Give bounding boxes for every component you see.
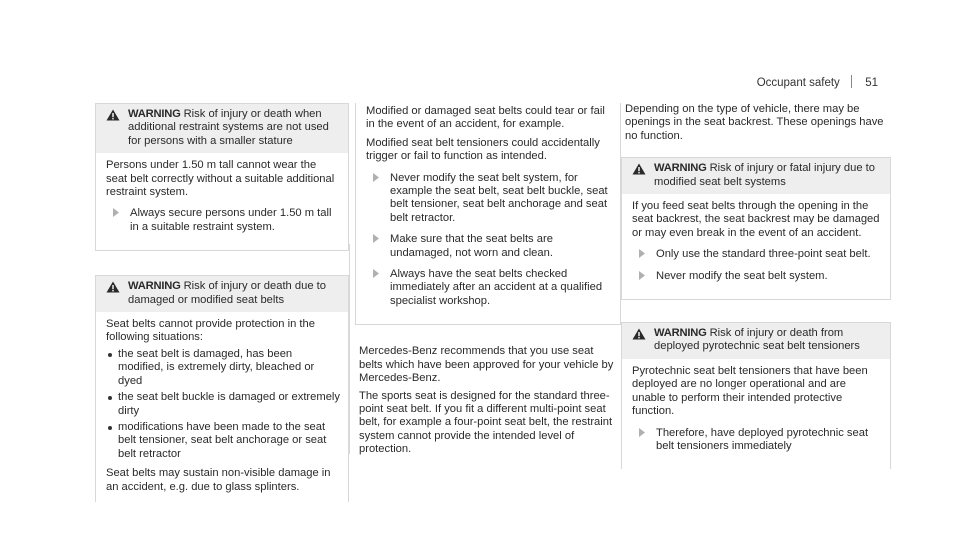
warning-body (96, 153, 348, 250)
instruction-step (632, 270, 882, 283)
warning-text: If you feed seat belts through the opening in the seat backrest, the seat backrest may be damaged or may even break in the event of an accident. (632, 200, 880, 239)
bullet-icon (108, 353, 112, 357)
list-item-text: modifications have been made to the seat belt tensioner, seat belt anchorage or seat belt retractor (118, 420, 327, 460)
section-title: Occupant safety (756, 77, 840, 89)
warning-header (96, 276, 348, 312)
bullet-icon (108, 426, 112, 430)
step-text: Never modify the seat belt system. (656, 269, 828, 282)
warning-outro: Seat belts may sustain non-visible damage in an accident, e.g. due to glass splinters. (106, 467, 331, 493)
list-item (106, 391, 340, 418)
arrow-right-icon (373, 269, 379, 278)
step-text: Never modify the seat belt system, for example the seat belt, seat belt buckle, seat belt tensioner, seat belt anchorage and seat belt retractor. (390, 171, 608, 224)
warning-box-modified-systems (621, 157, 891, 300)
page-header (757, 75, 878, 90)
warning-headline: Risk of injury or death from deployed pyrotechnic seat belt tensioners (654, 327, 860, 353)
warning-label: WARNING (128, 108, 184, 120)
arrow-right-icon (373, 173, 379, 182)
warning-label: WARNING (128, 280, 184, 293)
instruction-step (366, 268, 612, 308)
instruction-step (366, 172, 612, 226)
step-text: Always have the seat belts checked immediately after an accident at a qualified specialist workshop. (390, 268, 603, 307)
step-text: Always secure persons under 1.50 m tall in a suitable restraint system. (130, 207, 332, 233)
warning-body (622, 359, 890, 469)
box-border-right (349, 244, 350, 454)
page-number: 51 (865, 77, 878, 89)
warning-intro: Seat belts cannot provide protection in the following situations: (106, 318, 315, 344)
header-divider (851, 75, 852, 88)
warning-box-pyrotechnic (621, 322, 891, 469)
arrow-right-icon (639, 271, 645, 280)
arrow-right-icon (373, 234, 379, 243)
bullet-list (106, 348, 340, 461)
warning-text: Persons under 1.50 m tall cannot wear the seat belt correctly without a suitable additional restraint system. (106, 159, 335, 199)
warning-body (96, 312, 348, 502)
warning-label: WARNING (654, 327, 710, 340)
warning-body (622, 194, 890, 299)
column-1 (95, 103, 349, 526)
instruction-step (632, 427, 882, 454)
warning-header (96, 104, 348, 153)
warning-label: WARNING (654, 162, 710, 175)
warning-headline: Risk of injury or fatal injury due to modified seat belt systems (654, 162, 875, 188)
step-text: Make sure that the seat belts are undamaged, not worn and clean. (390, 233, 553, 259)
warning-header (622, 323, 890, 359)
step-text: Therefore, have deployed pyrotechnic seat belt tensioners immediately (656, 426, 869, 452)
instruction-step (632, 248, 882, 261)
warning-triangle-icon (632, 328, 646, 340)
warning-text: Modified seat belt tensioners could accidentally trigger or fail to function as intended. (366, 136, 600, 163)
warning-header (622, 158, 890, 194)
list-item (106, 421, 340, 461)
instruction-step (366, 233, 612, 260)
paragraph: Mercedes-Benz recommends that you use seat belts which have been approved for your vehicle by Mercedes-Benz. (359, 345, 614, 385)
warning-headline: Risk of injury or death when additional restraint systems are not used for persons with a smaller stature (128, 108, 329, 147)
warning-body (356, 103, 620, 324)
warning-box-small-stature (95, 103, 349, 251)
warning-triangle-icon (632, 163, 646, 175)
warning-box-damaged-belts (95, 275, 349, 502)
step-text: Only use the standard three-point seat belt. (656, 248, 871, 261)
instruction-step (106, 207, 340, 234)
body-text (621, 103, 891, 143)
warning-box-continued (355, 103, 621, 325)
body-text (355, 345, 621, 456)
arrow-right-icon (113, 208, 119, 217)
bullet-icon (108, 396, 112, 400)
arrow-right-icon (639, 428, 645, 437)
warning-text: Pyrotechnic seat belt tensioners that have been deployed are no longer operational and are unable to perform their intended protective function. (632, 364, 868, 418)
warning-headline: Risk of injury or death due to damaged or modified seat belts (128, 280, 326, 306)
arrow-right-icon (639, 249, 645, 258)
warning-triangle-icon (106, 281, 120, 293)
paragraph: Depending on the type of vehicle, there may be openings in the seat backrest. These openings have no function. (625, 103, 884, 142)
list-item-text: the seat belt is damaged, has been modified, is extremely dirty, bleached or dyed (118, 347, 315, 387)
list-item (106, 348, 340, 388)
paragraph: The sports seat is designed for the standard three-point seat belt. If you fit a different multi-point seat belt, for example a four-point seat belt, the restraint system cannot provide the intended level of protection. (359, 389, 613, 456)
warning-triangle-icon (106, 109, 120, 121)
column-2 (355, 103, 621, 461)
list-item-text: the seat belt buckle is damaged or extremely dirty (118, 391, 341, 417)
warning-text: Modified or damaged seat belts could tear or fail in the event of an accident, for example. (366, 105, 605, 131)
column-3 (621, 103, 891, 493)
